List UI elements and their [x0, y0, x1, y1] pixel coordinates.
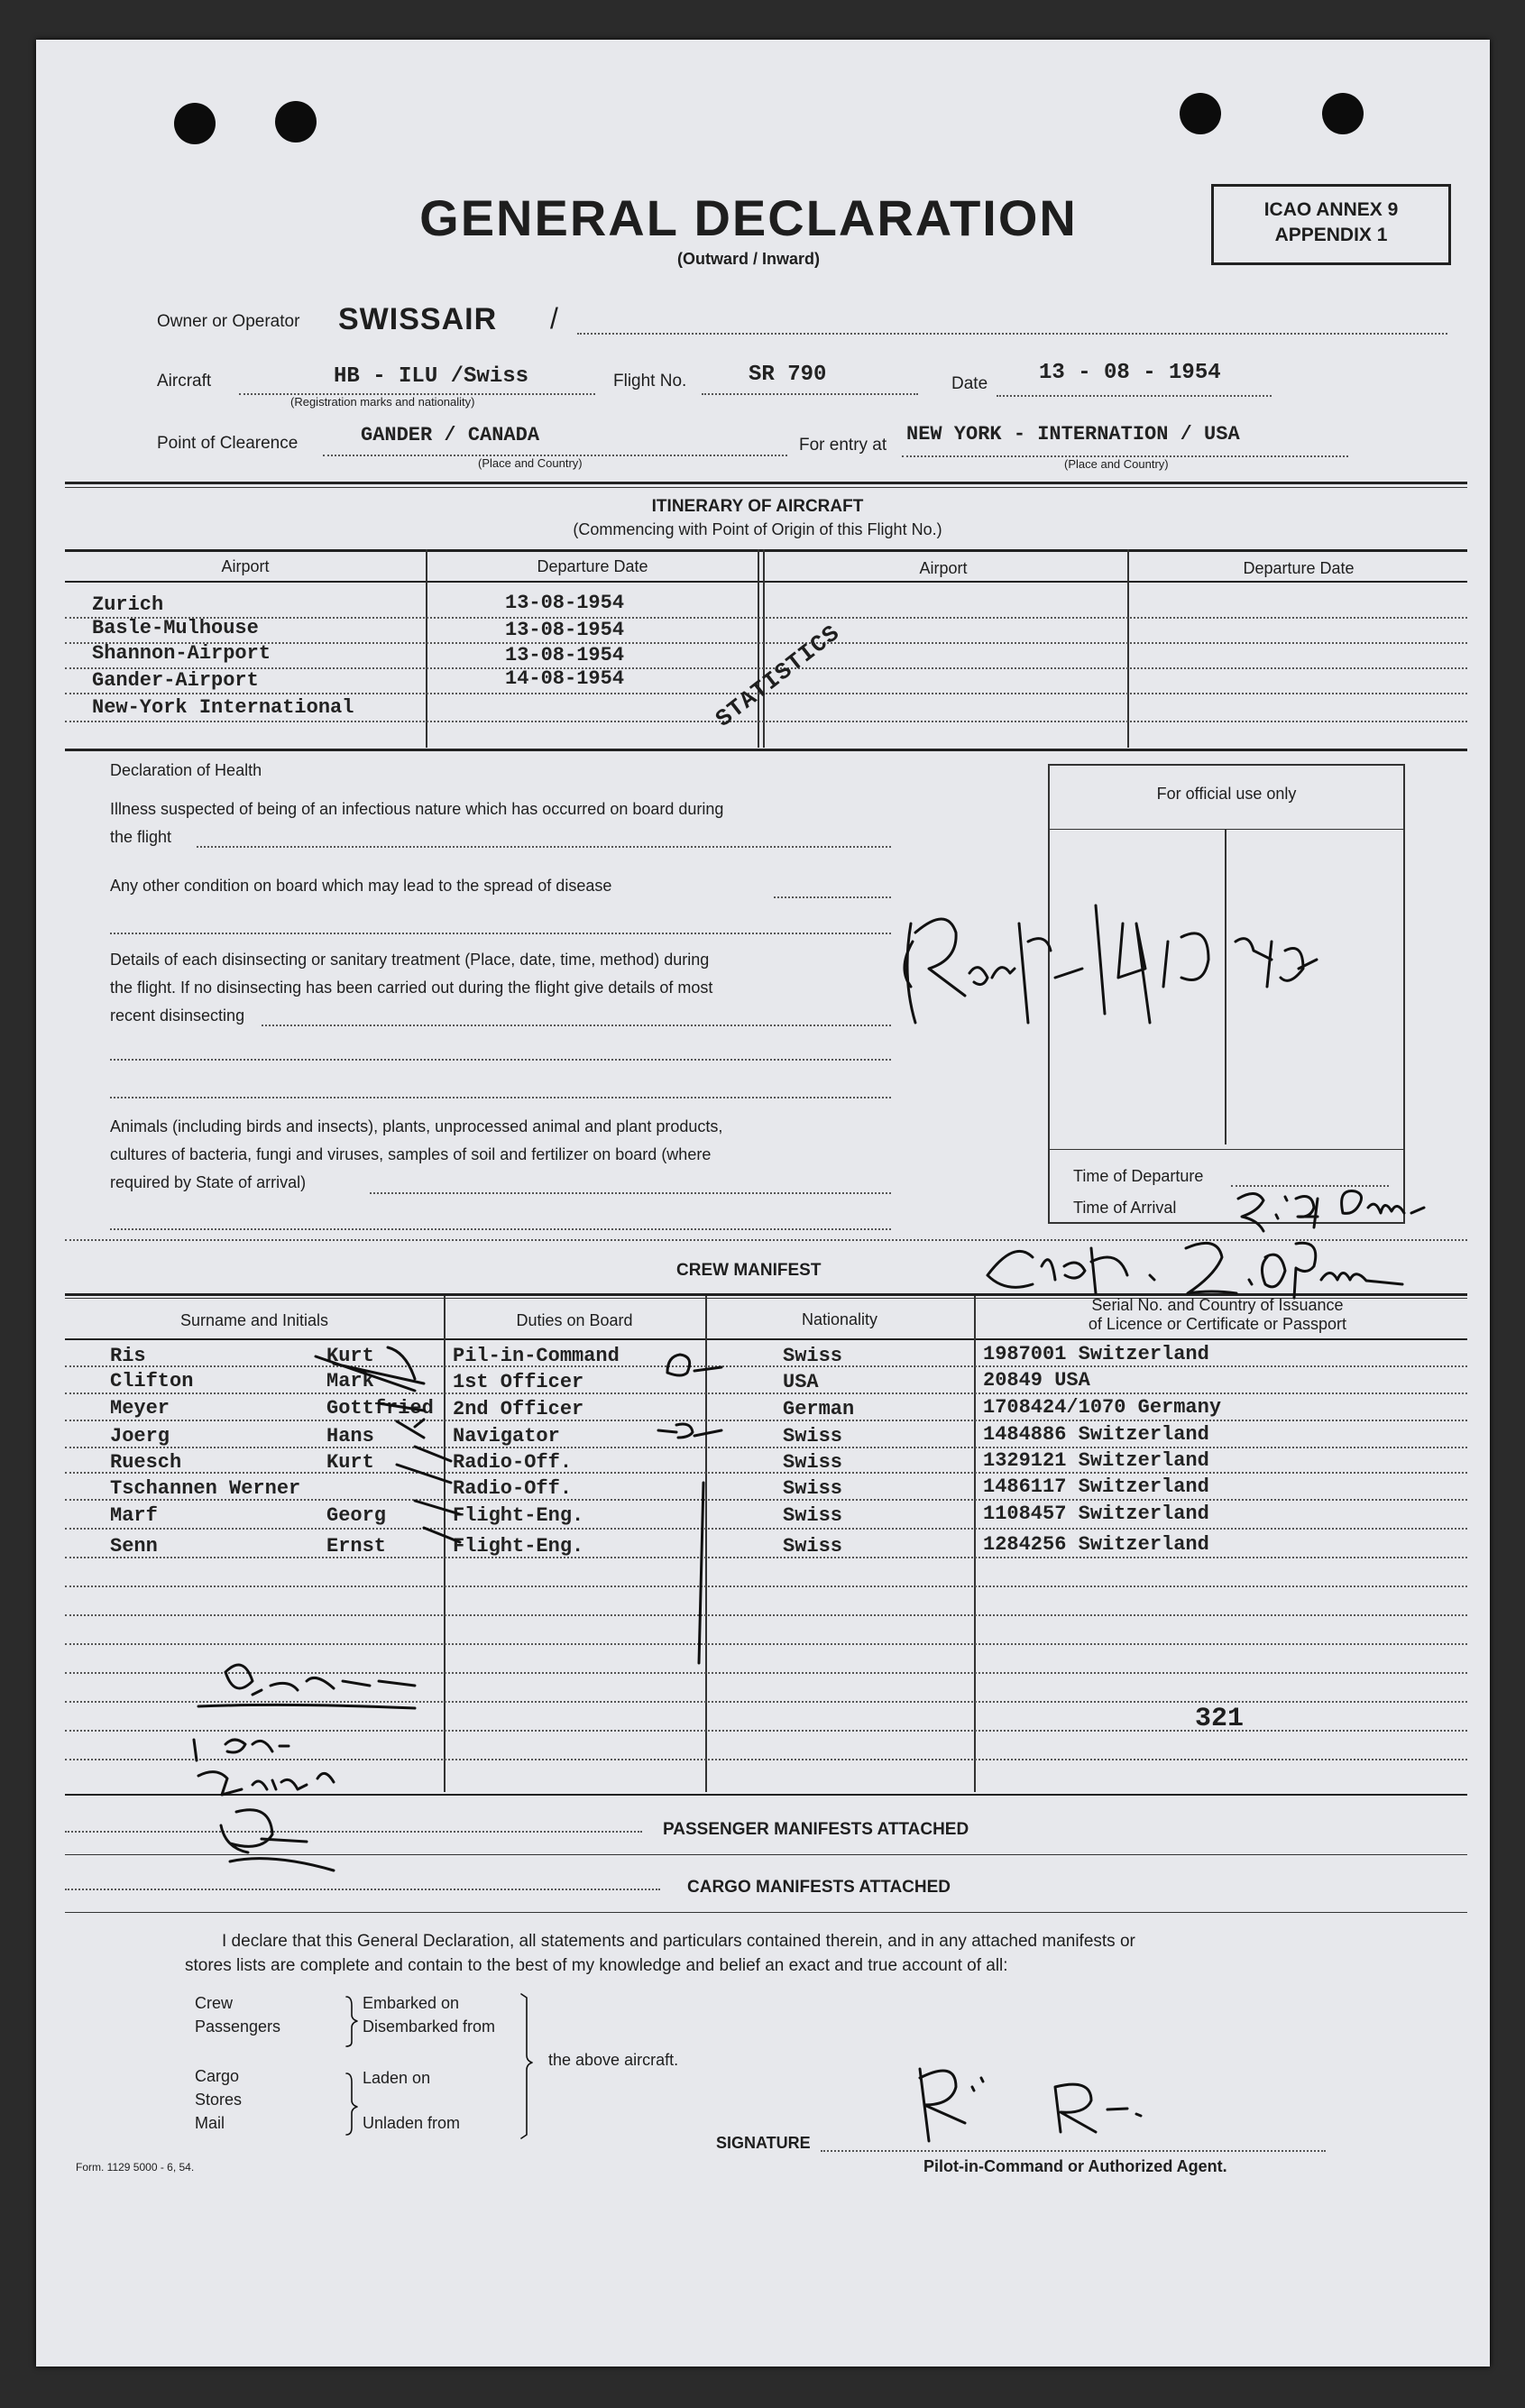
passenger-manifests-attached: PASSENGER MANIFESTS ATTACHED — [663, 1820, 969, 1839]
manifest-rule-2 — [65, 1912, 1467, 1913]
itin-row-airport: New-York International — [92, 696, 354, 719]
itin-row-date: 13-08-1954 — [505, 619, 625, 641]
owner-value: SWISSAIR — [338, 302, 498, 336]
clearance-note: (Place and Country) — [478, 456, 583, 470]
decl-stores: Stores — [195, 2091, 243, 2109]
health-q1-line2: the flight — [110, 828, 172, 846]
official-use-rule-2 — [1050, 1149, 1403, 1150]
crew-row-surname: Meyer — [110, 1397, 170, 1420]
crew-row-given: Kurt — [326, 1345, 374, 1367]
crew-row-surname: Clifton — [110, 1370, 194, 1392]
crew-row-given: Gottfried — [326, 1397, 434, 1420]
health-q4-line1: Animals (including birds and insects), plants, unprocessed animal and plant products, — [110, 1117, 723, 1135]
aircraft-value: HB - ILU /Swiss — [334, 364, 529, 389]
pilot-signature — [893, 2051, 1217, 2150]
itin-row-date: 13-08-1954 — [505, 644, 625, 666]
health-q3-line2: the flight. If no disinsecting has been carried out during the flight give details of most — [110, 979, 713, 997]
crew-annotations — [36, 1284, 1028, 1880]
crew-row-serial: 1486117 Switzerland — [983, 1475, 1209, 1498]
arrival-time-handwriting — [1231, 1181, 1490, 1235]
itin-col-divider — [426, 549, 427, 748]
official-handwritten-signature — [893, 887, 1398, 1050]
itin-row-airport: Gander-Airport — [92, 669, 259, 692]
crew-header-nationality: Nationality — [801, 1310, 878, 1328]
health-q2: Any other condition on board which may lead to the spread of disease — [110, 877, 612, 895]
flight-line — [702, 393, 918, 395]
statistics-stamp: STATISTICS — [711, 619, 846, 733]
health-q4-answer-line-2 — [110, 1228, 891, 1230]
declaration-sheet — [36, 40, 1490, 2367]
health-q2-answer-line-2 — [110, 933, 891, 934]
itin-row-airport: Shannon-Airport — [92, 642, 271, 665]
time-of-arrival-label: Time of Arrival — [1073, 1199, 1177, 1217]
crew-header-serial-1: Serial No. and Country of Issuance — [1091, 1296, 1344, 1314]
crew-row-duty: Flight-Eng. — [453, 1504, 584, 1527]
itin-row-line — [65, 642, 1467, 644]
crew-row-given: Hans — [326, 1425, 374, 1448]
crew-title: CREW MANIFEST — [676, 1261, 822, 1280]
itin-header-airport-1: Airport — [221, 557, 270, 575]
crew-row-given: Mark — [326, 1370, 374, 1392]
health-q3-answer-line-3 — [110, 1097, 891, 1098]
decl-mail: Mail — [195, 2114, 225, 2132]
crew-row-surname: Ris — [110, 1345, 146, 1367]
itin-col-divider — [763, 549, 765, 748]
crew-header-duties: Duties on Board — [516, 1311, 633, 1329]
health-q4-answer-line — [370, 1192, 891, 1194]
annex-line-2: APPENDIX 1 — [1274, 225, 1388, 245]
crew-row-duty: Radio-Off. — [453, 1451, 573, 1474]
crew-row-duty: Navigator — [453, 1425, 560, 1448]
flight-value: SR 790 — [749, 363, 827, 387]
itin-header-airport-2: Airport — [919, 559, 968, 577]
itin-header-date-1: Departure Date — [537, 557, 648, 575]
official-use-rule — [1050, 829, 1403, 830]
crew-row-serial: 20849 USA — [983, 1369, 1090, 1392]
aircraft-label: Aircraft — [157, 372, 212, 391]
crew-row-nationality: Swiss — [783, 1425, 843, 1448]
decl-laden: Laden on — [363, 2069, 431, 2087]
crew-row-duty: Radio-Off. — [453, 1477, 573, 1500]
crew-row-nationality: USA — [783, 1371, 819, 1393]
declaration-line-1: I declare that this General Declaration, all statements and particulars contained therein, and in any attached manifests or — [222, 1932, 1135, 1951]
crew-row-serial: 1108457 Switzerland — [983, 1503, 1209, 1525]
declaration-line-2: stores lists are complete and contain to the best of my knowledge and belief an exact and true account of all: — [185, 1956, 1008, 1975]
crew-row-surname: Ruesch — [110, 1451, 182, 1474]
crew-header-serial-2: of Licence or Certificate or Passport — [1088, 1315, 1347, 1333]
crew-row-surname: Marf — [110, 1504, 158, 1527]
clearance-label: Point of Clearence — [157, 434, 299, 453]
health-q1-line1: Illness suspected of being of an infectious nature which has occurred on board during — [110, 800, 724, 818]
itin-header-date-2: Departure Date — [1243, 559, 1355, 577]
date-line — [997, 395, 1272, 397]
crew-row-duty: 1st Officer — [453, 1371, 584, 1393]
cargo-manifests-attached: CARGO MANIFESTS ATTACHED — [687, 1878, 951, 1897]
decl-embarked: Embarked on — [363, 1994, 460, 2012]
decl-passengers: Passengers — [195, 2017, 281, 2036]
crew-row-serial: 1987001 Switzerland — [983, 1343, 1209, 1365]
itin-row-line — [65, 721, 1467, 722]
form-title: GENERAL DECLARATION — [419, 189, 1078, 246]
crew-row-duty: Flight-Eng. — [453, 1535, 584, 1558]
signature-label: SIGNATURE — [716, 2134, 811, 2152]
crew-row-duty: Pil-in-Command — [453, 1345, 620, 1367]
cargo-manifest-line — [65, 1889, 660, 1890]
health-q4-line2: cultures of bacteria, fungi and viruses, samples of soil and fertilizer on board (where — [110, 1145, 712, 1163]
signature-caption: Pilot-in-Command or Authorized Agent. — [923, 2157, 1227, 2175]
crew-row-given: Kurt — [326, 1451, 374, 1474]
crew-header-name: Surname and Initials — [179, 1311, 329, 1329]
crew-row-nationality: Swiss — [783, 1477, 843, 1500]
signature-line — [821, 2150, 1326, 2152]
itin-row-line — [65, 617, 1467, 619]
entry-note: (Place and Country) — [1064, 457, 1169, 471]
crew-row-surname: Tschannen Werner — [110, 1477, 301, 1500]
crew-row-nationality: Swiss — [783, 1504, 843, 1527]
punch-hole — [275, 101, 317, 142]
itinerary-top-rule-2 — [65, 487, 1467, 488]
itin-row-date: 13-08-1954 — [505, 592, 625, 614]
crew-row-serial: 1329121 Switzerland — [983, 1449, 1209, 1472]
itinerary-header-rule — [65, 549, 1467, 552]
annex-line-1: ICAO ANNEX 9 — [1263, 199, 1399, 220]
punch-hole — [174, 103, 216, 144]
itinerary-title: ITINERARY OF AIRCRAFT — [651, 497, 864, 516]
date-label: Date — [951, 374, 988, 393]
crew-row-duty: 2nd Officer — [453, 1398, 584, 1420]
form-subtitle: (Outward / Inward) — [676, 250, 820, 268]
flight-label: Flight No. — [613, 372, 687, 391]
itinerary-top-rule — [65, 482, 1467, 484]
crew-count-number: 321 — [1195, 1704, 1245, 1734]
crew-row-serial: 1484886 Switzerland — [983, 1423, 1209, 1446]
itinerary-bottom-rule — [65, 749, 1467, 751]
icao-annex-box — [1211, 184, 1451, 265]
decl-cargo: Cargo — [195, 2067, 240, 2085]
owner-line — [577, 333, 1447, 335]
health-q3-answer-line-2 — [110, 1059, 891, 1061]
crew-row-given: Ernst — [326, 1535, 387, 1558]
punch-hole — [1322, 93, 1364, 134]
crew-row-serial: 1284256 Switzerland — [983, 1533, 1209, 1556]
crew-row-nationality: German — [783, 1398, 855, 1420]
decl-disembarked: Disembarked from — [363, 2017, 496, 2036]
aircraft-note: (Registration marks and nationality) — [290, 395, 475, 409]
itinerary-subtitle: (Commencing with Point of Origin of this Flight No.) — [573, 520, 942, 538]
crew-row-given: Georg — [326, 1504, 387, 1527]
closed-time-handwriting — [978, 1230, 1484, 1307]
health-title: Declaration of Health — [110, 761, 262, 779]
date-value: 13 - 08 - 1954 — [1039, 361, 1221, 385]
crew-row-surname: Joerg — [110, 1425, 170, 1448]
entry-label: For entry at — [799, 436, 887, 455]
owner-label: Owner or Operator — [157, 312, 300, 331]
health-q3-line3: recent disinsecting — [110, 1006, 245, 1025]
itinerary-header-rule-bottom — [65, 581, 1467, 583]
health-q2-answer-line — [774, 896, 891, 898]
owner-slash: / — [550, 302, 558, 335]
itin-row-airport: Zurich — [92, 593, 164, 616]
crew-row-nationality: Swiss — [783, 1451, 843, 1474]
health-q1-answer-line — [197, 846, 891, 848]
decl-above-aircraft: the above aircraft. — [548, 2051, 679, 2069]
itin-col-divider — [1127, 549, 1129, 748]
health-q3-answer-line — [262, 1025, 891, 1026]
itin-row-airport: Basle-Mulhouse — [92, 617, 259, 639]
entry-value: NEW YORK - INTERNATION / USA — [906, 423, 1240, 446]
decl-unladen: Unladen from — [363, 2114, 461, 2132]
decl-crew: Crew — [195, 1994, 234, 2012]
itin-row-date: 14-08-1954 — [505, 667, 625, 690]
crew-row-serial: 1708424/1070 Germany — [983, 1396, 1222, 1419]
crew-row-nationality: Swiss — [783, 1345, 843, 1367]
punch-hole — [1180, 93, 1221, 134]
health-q4-line3: required by State of arrival) — [110, 1173, 307, 1191]
form-number: Form. 1129 5000 - 6, 54. — [76, 2161, 195, 2174]
itin-col-divider — [758, 549, 759, 748]
health-q3-line1: Details of each disinsecting or sanitary treatment (Place, date, time, method) during — [110, 951, 710, 969]
crew-row-surname: Senn — [110, 1535, 158, 1558]
time-of-departure-label: Time of Departure — [1073, 1167, 1204, 1185]
clearance-value: GANDER / CANADA — [361, 424, 540, 446]
official-use-title: For official use only — [1156, 785, 1297, 803]
crew-row-nationality: Swiss — [783, 1535, 843, 1558]
